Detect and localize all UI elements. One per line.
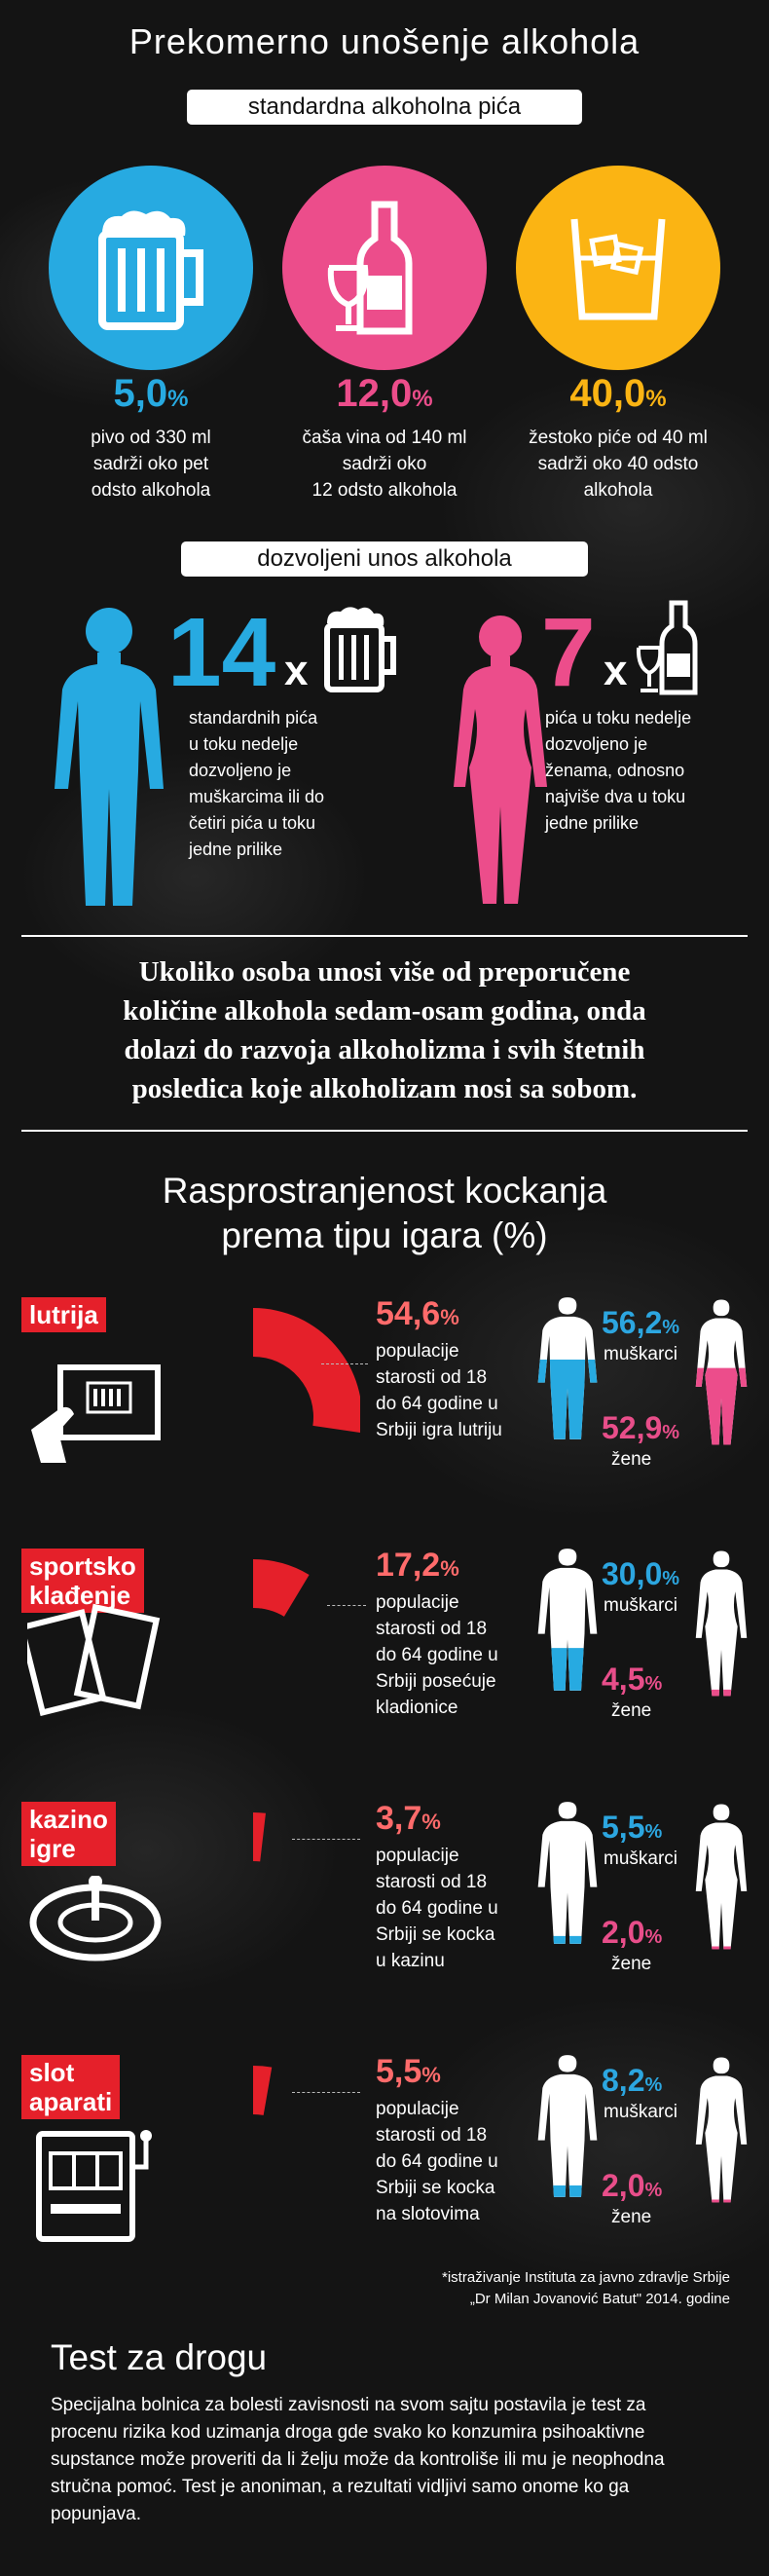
beer-mug-icon [321,604,397,693]
men-label: muškarci [604,1595,678,1616]
whiskey-glass-icon [565,209,672,326]
share-arc [253,2066,272,2115]
beer-circle [49,166,253,370]
game-type-tag: lutrija [21,1297,106,1332]
roulette-wheel-icon [27,1876,164,1963]
wine-circle [282,166,487,370]
male-figure-icon [51,604,167,911]
women-drinks-count: 7 [541,598,596,707]
source-note: *istraživanje Instituta za javno zdravlje Srbije „Dr Milan Jovanović Batut" 2014. godine [442,2269,730,2307]
beer-percent: 5,0% [113,372,189,415]
slot-machine-icon [29,2128,156,2245]
female-figure-icon [691,2057,751,2203]
men-drinks-count: 14 [167,598,276,707]
wine-bottle-glass-icon [321,200,448,336]
game-description: populacije starosti od 18 do 64 godine u Srbiji posećuje kladionice [376,1592,498,1718]
men-percent: 5,5% [602,1810,663,1845]
women-percent: 2,0% [602,1915,663,1950]
game-type-tag: kazino igre [21,1802,116,1866]
allowed-intake-label: dozvoljeni unos alkohola [181,541,588,577]
standard-drinks-label: standardna alkoholna pića [187,90,582,125]
men-percent: 8,2% [602,2063,663,2098]
share-donut-segment [234,1795,360,2048]
women-multiply-sign: x [604,647,628,694]
share-arc [253,1559,310,1617]
men-percent: 30,0% [602,1556,680,1591]
share-donut-segment [234,2048,360,2301]
game-percent: 3,7% [376,1800,441,1837]
male-figure-icon [533,2053,602,2199]
game-description: populacije starosti od 18 do 64 godine u Srbiji se kocka na slotovima [376,2099,498,2224]
leader-line [321,1363,368,1364]
spirits-description: žestoko piće od 40 ml sadrži oko 40 odsto alkohola [529,428,708,501]
women-label: žene [611,1449,652,1470]
share-donut-segment [234,1290,360,1544]
wine-percent: 12,0% [336,372,433,415]
women-label: žene [611,2207,652,2227]
women-percent: 2,0% [602,2168,663,2203]
share-donut-segment [234,1542,360,1795]
men-description: standardnih pića u toku nedelje dozvoljeno je muškarcima ili do četiri pića u toku jedne prilike [189,708,325,859]
men-label: muškarci [604,1848,678,1869]
women-percent: 52,9% [602,1410,680,1445]
leader-line [327,1605,366,1606]
men-label: muškarci [604,1344,678,1364]
spirits-percent: 40,0% [569,372,667,415]
female-figure-icon [450,612,551,909]
gambling-title: Rasprostranjenost kockanja prema tipu igara (%) [162,1171,607,1255]
drug-test-title: Test za drogu [51,2337,268,2377]
divider [21,935,748,937]
leader-line [292,1839,360,1840]
male-figure-icon [533,1295,602,1441]
women-label: žene [611,1700,652,1721]
page-title: Prekomerno unošenje alkohola [128,21,641,61]
men-percent: 56,2% [602,1305,680,1340]
beer-description: pivo od 330 ml sadrži oko pet odsto alkohola [91,428,211,501]
share-arc [253,1812,266,1861]
game-type-tag: slot aparati [21,2055,120,2119]
beer-mug-icon [92,205,209,331]
betting-cards-icon [27,1599,164,1716]
wine-bottle-glass-icon [635,599,711,696]
divider [21,1130,748,1132]
men-multiply-sign: x [284,647,309,694]
women-description: pića u toku nedelje dozvoljeno je ženama, odnosno najviše dva u toku jedne prilike [545,708,692,833]
women-percent: 4,5% [602,1661,663,1697]
wine-description: čaša vina od 140 ml sadrži oko 12 odsto alkohola [302,428,467,501]
male-figure-icon [533,1547,602,1693]
share-arc [253,1308,360,1433]
female-figure-icon [691,1804,751,1950]
lottery-ticket-icon [27,1362,164,1469]
alcoholism-quote: Ukoliko osoba unosi više od preporučene količine alkohola sedam-osam godina, onda dolazi do razvoja alkoholizma i svih štetnih posledica koje alkoholizam nosi sa sobom. [123,956,646,1104]
game-percent: 17,2% [376,1547,459,1584]
game-description: populacije starosti od 18 do 64 godine u Srbiji se kocka u kazinu [376,1846,498,1971]
leader-line [292,2092,360,2093]
game-type-tag: sportsko klađenje [21,1549,144,1613]
game-percent: 5,5% [376,2053,441,2090]
female-figure-icon [691,1550,751,1697]
men-label: muškarci [604,2102,678,2122]
drug-test-text: Specijalna bolnica za bolesti zavisnosti na svom sajtu postavila je test za procenu rizika kod uzimanja droga gde svako ko konzumira psihoaktivne supstance može proveriti da li želju može da kontroliše ili mu je neophodna stručna pomoć. Test je anoniman, a rezultati vidljivi samo onome ko ga popunjava. [51,2395,665,2524]
women-label: žene [611,1954,652,1974]
male-figure-icon [533,1800,602,1946]
female-figure-icon [691,1299,751,1445]
game-description: populacije starosti od 18 do 64 godine u Srbiji igra lutriju [376,1341,502,1440]
game-percent: 54,6% [376,1295,459,1332]
spirits-circle [516,166,720,370]
